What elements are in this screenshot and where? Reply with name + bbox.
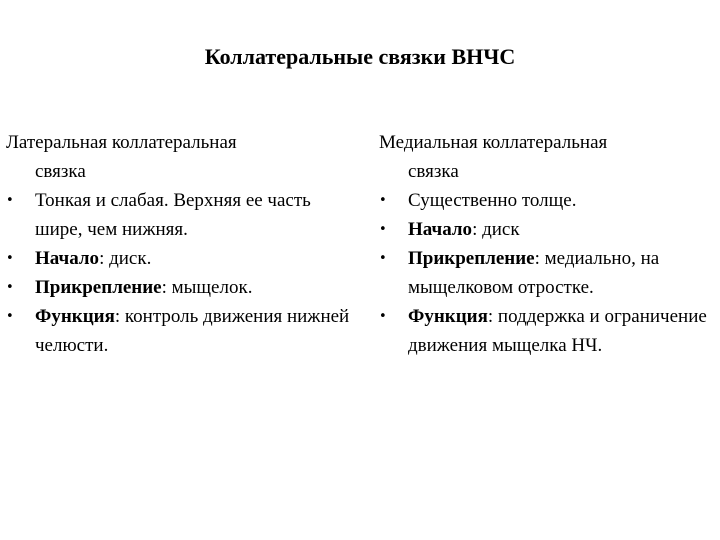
bullet-icon: • (379, 193, 387, 208)
item-text: : медиально, на мыщелковом отростке. (408, 248, 660, 298)
list-item (6, 273, 358, 302)
right-bullet-list (379, 186, 714, 360)
bullet-icon: • (6, 193, 14, 208)
left-heading-line2: связка (35, 161, 86, 182)
list-item (379, 186, 714, 215)
item-label: Начало (408, 219, 473, 240)
right-column (379, 128, 714, 360)
bullet-icon: • (6, 251, 14, 266)
right-heading-line2: связка (408, 161, 459, 182)
left-bullet-list (6, 186, 358, 360)
right-heading-line1: Медиальная коллатеральная (379, 132, 608, 153)
bullet-icon: • (6, 280, 14, 295)
slide-title: Коллатеральные связки ВНЧС (204, 44, 516, 69)
item-text: : поддержка и ограничение движения мыщелка НЧ. (408, 306, 707, 356)
item-text: : диск (472, 219, 520, 240)
bullet-icon: • (6, 309, 14, 324)
item-label: Начало (35, 248, 100, 269)
item-label: Функция (35, 306, 115, 327)
list-item (379, 244, 714, 302)
item-label: Прикрепление (408, 248, 535, 269)
list-item (379, 215, 714, 244)
list-item (379, 302, 714, 360)
item-text: Тонкая и слабая. Верхняя ее часть шире, чем нижняя. (35, 190, 311, 240)
bullet-icon: • (379, 222, 387, 237)
left-heading (6, 128, 358, 186)
item-label: Функция (408, 306, 488, 327)
left-heading-line1: Латеральная коллатеральная (6, 132, 237, 153)
list-item (6, 244, 358, 273)
list-item (6, 186, 358, 244)
item-text: : мыщелок. (161, 277, 253, 298)
item-text: : диск. (99, 248, 152, 269)
list-item (6, 302, 358, 360)
left-column (6, 128, 358, 360)
right-heading (379, 128, 714, 186)
item-text: : контроль движения нижней челюсти. (35, 306, 350, 356)
item-label: Прикрепление (35, 277, 162, 298)
bullet-icon: • (379, 251, 387, 266)
item-text: Существенно толще. (408, 190, 577, 211)
bullet-icon: • (379, 309, 387, 324)
